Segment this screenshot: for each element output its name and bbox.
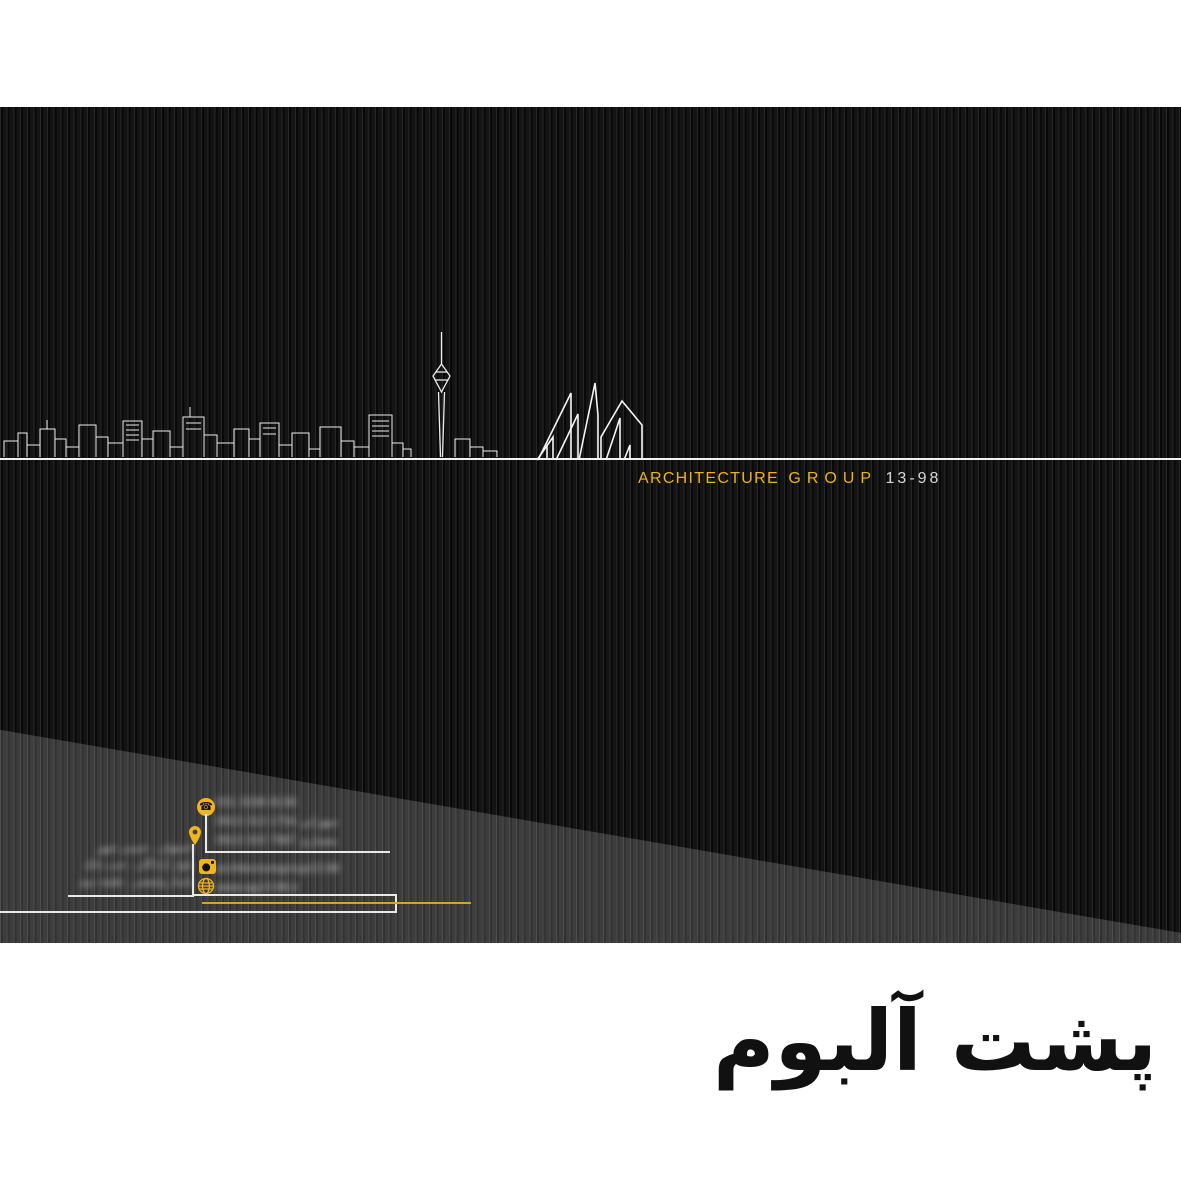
phone-icon: ☎ xyxy=(197,798,215,816)
footer-rule-bottom xyxy=(0,911,397,913)
connector-line xyxy=(205,814,207,853)
tehran-skyline-drawing xyxy=(0,328,500,460)
instagram-camera-icon xyxy=(199,859,216,874)
website-url-blurred: www.ag13-98.ir xyxy=(216,880,299,894)
brand-wordmark xyxy=(638,470,941,488)
brand-word-architecture: ARCHITECTURE xyxy=(638,470,779,487)
address-line: اصفهان ، خمینی شهر xyxy=(96,842,193,854)
phone-line: 0913 333 7987 معماری xyxy=(216,833,338,847)
page-caption-persian: پشت آلبوم xyxy=(712,992,1157,1090)
gray-diagonal-wedge xyxy=(0,107,1181,943)
brand-word-group: GROUP xyxy=(788,470,878,487)
phone-numbers-blurred xyxy=(216,793,338,850)
address-blurred xyxy=(60,840,193,891)
architecture-group-logo xyxy=(536,381,656,461)
address-underline xyxy=(68,895,194,897)
address-line: پاساژ ولیعصر ، طبقه دوم xyxy=(79,876,193,888)
phone-line: 031 3336 9138 xyxy=(216,795,297,809)
divider-line xyxy=(205,851,390,853)
phone-line: 0913 313 1754 سهرابی xyxy=(216,814,339,828)
footer-rule-top xyxy=(194,894,397,896)
instagram-handle-blurred: architecturegroup13.98 xyxy=(216,861,340,875)
striped-panel xyxy=(0,107,1181,943)
horizon-line xyxy=(0,458,1181,460)
yellow-accent-line xyxy=(202,902,471,904)
brand-number: 13-98 xyxy=(885,470,942,487)
address-line: بلوار آزادگان ، جنب بانک xyxy=(83,859,193,871)
globe-icon xyxy=(197,877,215,895)
